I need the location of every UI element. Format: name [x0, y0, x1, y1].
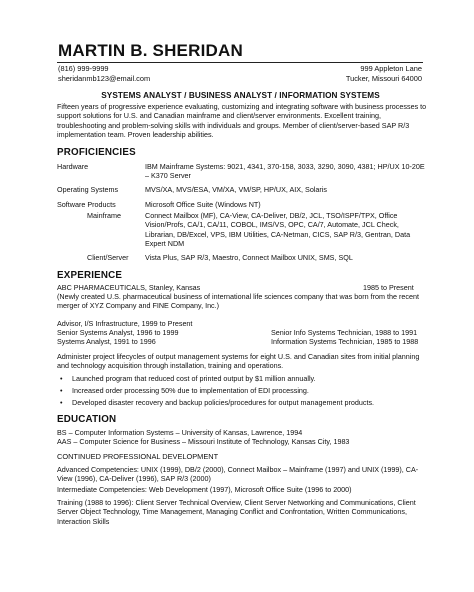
achievement-bullet: • Increased order processing 50% due to implementation of EDI processing.	[60, 386, 309, 395]
summary-paragraph: Fifteen years of progressive experience evaluating, customizing and integrating software with business processes to support solutions for U.S. and Canadian mainframe and client/server environments. Excellent training, troubleshooting and problem-solving skills with individuals and groups. Member of client/server-based SAP R/3 implementation team. Proven leadership abilities.	[57, 102, 427, 139]
role-advisor: Advisor, I/S Infrastructure, 1999 to Present	[57, 319, 193, 328]
phone-number: (816) 999-9999	[58, 64, 109, 73]
training-list: Training (1988 to 1996): Client Server Technical Overview, Client Server Networking and Communications, Client Server Object Technology, Time Management, Managing Conflict and Confrontation, Written Communications, Interaction Skills	[57, 498, 416, 526]
city-address: Tucker, Missouri 64000	[345, 74, 422, 83]
proficiency-label: Operating Systems	[57, 185, 119, 194]
continued-development-heading: CONTINUED PROFESSIONAL DEVELOPMENT	[57, 452, 219, 461]
experience-heading: EXPERIENCE	[57, 270, 123, 281]
headline: SYSTEMS ANALYST / BUSINESS ANALYST / INFORMATION SYSTEMS	[101, 91, 380, 100]
role-senior-technician: Senior Info Systems Technician, 1988 to 1991	[271, 328, 418, 337]
duties-paragraph: Administer project lifecycles of output management systems for eight U.S. and Canadian sites from initial planning and technology acquisition through installation, training and operations.	[57, 352, 420, 371]
email-address: sheridanmb123@email.com	[58, 74, 151, 83]
company-description: (Newly created U.S. pharmaceutical business of international life sciences company that was born from the recent merger of XYZ Company and FINE Company, Inc.)	[57, 292, 419, 311]
role-analyst: Systems Analyst, 1991 to 1996	[57, 337, 156, 346]
proficiency-value: IBM Mainframe Systems: 9021, 4341, 370-158, 3033, 3290, 3090, 4381; HP/UX 10-20E – K370 Server	[145, 162, 425, 181]
proficiency-label: Hardware	[57, 162, 89, 171]
proficiencies-heading: PROFICIENCIES	[57, 147, 136, 158]
proficiency-label: Software Products	[57, 200, 116, 209]
header-divider	[57, 62, 423, 63]
proficiency-label: Client/Server	[87, 253, 129, 262]
role-technician: Information Systems Technician, 1985 to 1988	[271, 337, 419, 346]
role-senior-analyst: Senior Systems Analyst, 1996 to 1999	[57, 328, 179, 337]
degree-aas: AAS – Computer Science for Business – Missouri Institute of Technology, Kansas City, 1983	[57, 437, 350, 446]
proficiency-value: Microsoft Office Suite (Windows NT)	[145, 200, 261, 209]
education-heading: EDUCATION	[57, 414, 117, 425]
proficiency-label: Mainframe	[87, 211, 121, 220]
degree-bs: BS – Computer Information Systems – University of Kansas, Lawrence, 1994	[57, 428, 303, 437]
company-dates: 1985 to Present	[363, 283, 414, 292]
achievement-bullet: • Launched program that reduced cost of printed output by $1 million annually.	[60, 374, 316, 383]
proficiency-value: Vista Plus, SAP R/3, Maestro, Connect Mailbox UNIX, SMS, SQL	[145, 253, 353, 262]
street-address: 999 Appleton Lane	[360, 64, 422, 73]
proficiency-value: MVS/XA, MVS/ESA, VM/XA, VM/SP, HP/UX, AIX, Solaris	[145, 185, 328, 194]
company-name: ABC PHARMACEUTICALS, Stanley, Kansas	[57, 283, 201, 292]
achievement-bullet: • Developed disaster recovery and backup policies/procedures for output management products.	[60, 398, 375, 407]
intermediate-competencies: Intermediate Competencies: Web Development (1997), Microsoft Office Suite (1996 to 2000)	[57, 485, 352, 494]
proficiency-value: Connect Mailbox (MF), CA-View, CA-Deliver, DB/2, JCL, TSO/ISPF/TPX, Office Vision/Profs, CA/1, CA/11, COBOL, IMS/VS, OPC, CA/7, Automate, JCL Check, Librarian, DB/Excel, VPS, IBM Utilities, CA-Netman, CICS, SAP R/3, Gentran, Data Expert NDM	[145, 211, 411, 249]
candidate-name: MARTIN B. SHERIDAN	[58, 41, 243, 60]
advanced-competencies: Advanced Competencies: UNIX (1999), DB/2 (2000), Connect Mailbox – Mainframe (1997) and UNIX (1999), CA-View (1996), CA-Deliver (1996), SAP R/3 (2000)	[57, 465, 419, 484]
